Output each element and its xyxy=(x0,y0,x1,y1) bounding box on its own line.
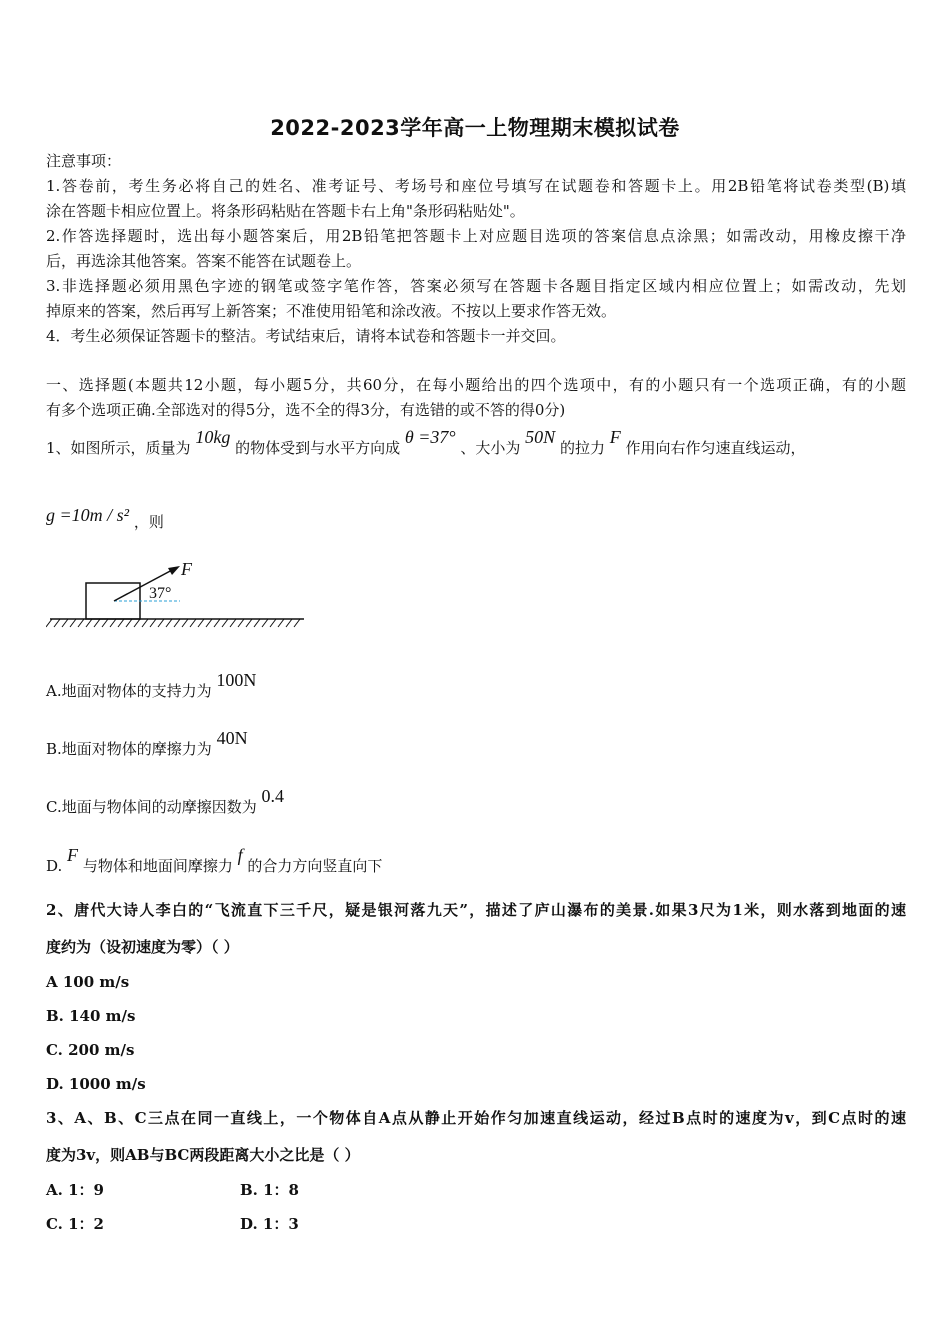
text-run: 1、如图所示，质量为 xyxy=(46,439,191,457)
notice-line: 后，再选涂其他答案。答案不能答在试题卷上。 xyxy=(46,252,362,270)
question-2-option-b[interactable]: B. 140 m/s xyxy=(46,1007,136,1025)
option-formula: f xyxy=(237,845,243,865)
force-magnitude-formula: 50N xyxy=(525,427,556,447)
option-formula: F xyxy=(67,845,79,865)
option-formula: 0.4 xyxy=(261,786,284,806)
option-text: B.地面对物体的摩擦力为 xyxy=(46,740,212,758)
question-1-option-c[interactable] xyxy=(46,786,284,818)
gravity-formula: g =10m / s² xyxy=(46,505,130,525)
exam-title: 2022-2023学年高一上物理期末模拟试卷 xyxy=(270,116,680,140)
mass-formula: 10kg xyxy=(195,427,231,447)
question-3-stem: 度为3v，则AB与BC两段距离大小之比是（ ） xyxy=(46,1146,360,1164)
question-2-stem: 度约为（设初速度为零）（ ） xyxy=(46,938,239,956)
notice-line: 3.非选择题必须用黑色字迹的钢笔或签字笔作答，答案必须写在答题卡各题目指定区域内相应位置上；如需改动，先划 xyxy=(46,277,906,295)
section-heading: 有多个选项正确.全部选对的得5分，选不全的得3分，有选错的或不答的得0分) xyxy=(46,401,566,419)
force-arrow-head xyxy=(168,566,180,575)
question-1-option-b[interactable] xyxy=(46,728,248,760)
question-1-gravity xyxy=(46,504,164,531)
angle-formula: θ =37° xyxy=(404,427,456,447)
text-run: 、大小为 xyxy=(460,439,521,457)
force-label: F xyxy=(181,559,192,579)
notice-line: 掉原来的答案，然后再写上新答案；不准使用铅笔和涂改液。不按以上要求作答无效。 xyxy=(46,302,617,320)
notice-line: 2.作答选择题时，选出每小题答案后，用2B铅笔把答题卡上对应题目选项的答案信息点涂黑；如需改动，用橡皮擦干净 xyxy=(46,227,906,245)
angle-label: 37° xyxy=(149,585,172,602)
question-3-option-c[interactable]: C. 1：2 xyxy=(46,1215,104,1233)
option-formula: 40N xyxy=(216,728,248,748)
option-text: C.地面与物体间的动摩擦因数为 xyxy=(46,798,257,816)
option-text: 与物体和地面间摩擦力 xyxy=(82,857,233,875)
block-force-diagram xyxy=(46,556,311,631)
text-run: 作用向右作匀速直线运动， xyxy=(625,439,806,457)
question-1-option-d[interactable] xyxy=(46,845,383,877)
question-3-option-a[interactable]: A. 1：9 xyxy=(46,1181,104,1199)
force-symbol: F xyxy=(609,427,621,447)
question-3-option-b[interactable]: B. 1：8 xyxy=(240,1181,299,1199)
option-text: D. xyxy=(46,857,68,875)
ground-hatching xyxy=(46,619,300,627)
notice-line: 涂在答题卡相应位置上。将条形码粘贴在答题卡右上角"条形码粘贴处"。 xyxy=(46,202,525,220)
text-run: ，则 xyxy=(133,513,164,531)
notice-line: 1.答卷前，考生务必将自己的姓名、准考证号、考场号和座位号填写在试题卷和答题卡上。用2B铅笔将试卷类型(B)填 xyxy=(46,177,906,195)
section-heading: 一、选择题(本题共12小题，每小题5分，共60分，在每小题给出的四个选项中，有的小题只有一个选项正确，有的小题 xyxy=(46,376,906,394)
question-2-option-c[interactable]: C. 200 m/s xyxy=(46,1041,135,1059)
notice-line: 4．考生必须保证答题卡的整洁。考试结束后，请将本试卷和答题卡一并交回。 xyxy=(46,327,566,345)
option-text: A.地面对物体的支持力为 xyxy=(46,682,212,700)
question-2-stem: 2、唐代大诗人李白的“飞流直下三千尺，疑是银河落九天”，描述了庐山瀑布的美景.如果3尺为1米，则水落到地面的速 xyxy=(46,901,906,919)
question-1-stem xyxy=(46,427,806,459)
text-run: 的拉力 xyxy=(559,439,605,457)
question-2-option-d[interactable]: D. 1000 m/s xyxy=(46,1075,146,1093)
question-1-option-a[interactable] xyxy=(46,670,257,702)
question-3-stem: 3、A、B、C三点在同一直线上，一个物体自A点从静止开始作匀加速直线运动，经过B点时的速度为v，到C点时的速 xyxy=(46,1109,906,1127)
question-3-option-d[interactable]: D. 1：3 xyxy=(240,1215,299,1233)
option-text: 的合力方向竖直向下 xyxy=(247,857,383,875)
text-run: 的物体受到与水平方向成 xyxy=(235,439,401,457)
option-formula: 100N xyxy=(216,670,257,690)
question-2-option-a[interactable]: A 100 m/s xyxy=(46,973,130,991)
notice-heading: 注意事项： xyxy=(46,152,122,170)
